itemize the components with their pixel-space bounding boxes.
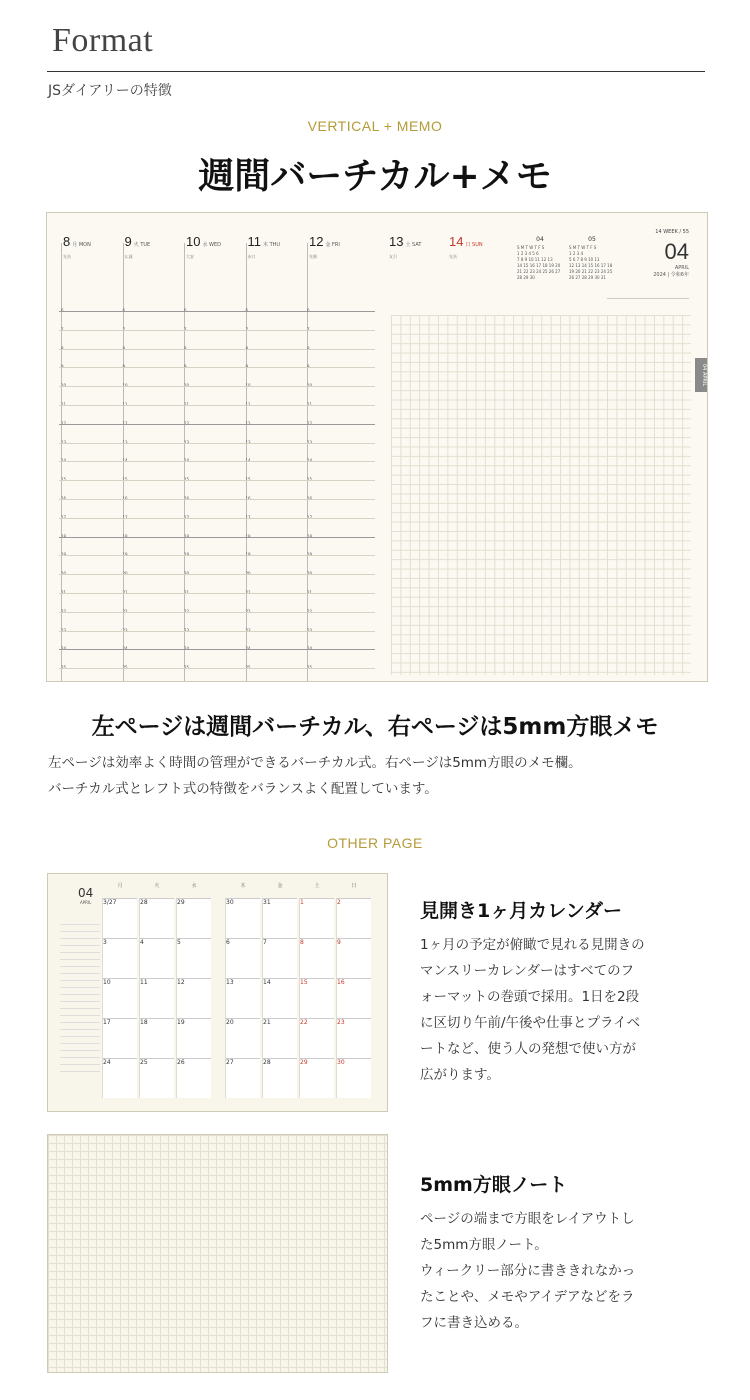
month-label-box: 14 WEEK / 55 04 APRIL 2024 | 令和6年 bbox=[607, 229, 689, 299]
day-header: 8 月 MON 先負 bbox=[63, 234, 91, 259]
day-header: 11 木 THU 赤口 bbox=[247, 234, 281, 259]
hour-line bbox=[59, 518, 375, 519]
weekday-head: 水 bbox=[191, 883, 197, 889]
hour-line bbox=[59, 480, 375, 481]
note-line bbox=[60, 1050, 100, 1051]
calendar-date-cell: 18 bbox=[139, 1018, 174, 1058]
day-header: 9 火 TUE 仏滅 bbox=[124, 234, 151, 259]
day-header: 10 水 WED 大安 bbox=[186, 234, 222, 259]
note-line bbox=[60, 1001, 100, 1002]
calendar-date-cell: 3 bbox=[102, 938, 137, 978]
calendar-date-cell: 5 bbox=[176, 938, 211, 978]
weekday-head: 月 bbox=[117, 883, 123, 889]
calendar-date-cell: 8 bbox=[299, 938, 334, 978]
note-line bbox=[60, 931, 100, 932]
day-header-sun: 14 日 SUN 先負 bbox=[449, 234, 483, 259]
page-subtitle: JSダイアリーの特徴 bbox=[48, 83, 172, 99]
weekly-section-heading: 左ページは週間バーチカル、右ページは5mm方眼メモ bbox=[91, 714, 659, 740]
day-header-sat: 13 土 SAT 友引 bbox=[389, 234, 422, 259]
note-line bbox=[60, 994, 100, 995]
hour-line bbox=[59, 537, 375, 538]
calendar-date-cell: 15 bbox=[299, 978, 334, 1018]
calendar-date-cell: 30 bbox=[336, 1058, 371, 1098]
calendar-date-cell: 24 bbox=[102, 1058, 137, 1098]
hour-line bbox=[59, 631, 375, 632]
hour-line bbox=[59, 405, 375, 406]
calendar-date-cell: 25 bbox=[139, 1058, 174, 1098]
note-line bbox=[60, 1022, 100, 1023]
calendar-date-cell: 31 bbox=[262, 898, 297, 938]
calendar-date-cell: 11 bbox=[139, 978, 174, 1018]
hour-line bbox=[59, 612, 375, 613]
note-line bbox=[60, 938, 100, 939]
note-line bbox=[60, 1015, 100, 1016]
note-line bbox=[60, 1029, 100, 1030]
hour-line bbox=[59, 461, 375, 462]
note-line bbox=[60, 952, 100, 953]
note-line bbox=[60, 1064, 100, 1065]
grid-note-image bbox=[47, 1134, 388, 1373]
calendar-date-cell: 16 bbox=[336, 978, 371, 1018]
vertical-page bbox=[59, 223, 369, 673]
calendar-date-cell: 6 bbox=[225, 938, 260, 978]
weekday-head: 金 bbox=[277, 883, 283, 889]
note-line bbox=[60, 959, 100, 960]
calendar-date-cell: 1 bbox=[299, 898, 334, 938]
page-title: Format bbox=[52, 22, 154, 59]
hour-line bbox=[59, 349, 375, 350]
hour-line bbox=[59, 386, 375, 387]
grid-note-feature-title: 5mm方眼ノート bbox=[420, 1174, 568, 1196]
calendar-date-cell: 14 bbox=[262, 978, 297, 1018]
note-line bbox=[60, 1071, 100, 1072]
note-line bbox=[60, 945, 100, 946]
calendar-date-cell: 27 bbox=[225, 1058, 260, 1098]
hour-line bbox=[59, 330, 375, 331]
hour-line bbox=[59, 443, 375, 444]
note-line bbox=[60, 973, 100, 974]
calendar-date-cell: 17 bbox=[102, 1018, 137, 1058]
monthly-feature-text: 1ヶ月の予定が俯瞰で見れる見開きの マンスリーカレンダーはすべてのフ ォーマットの巻頭で採用。1日を2段 に区切り午前/午後や仕事とプライベ ートなど、使う人の発想で使い方が 広がります。 bbox=[420, 937, 645, 1083]
grid-note-pattern bbox=[48, 1135, 387, 1372]
day-header: 12 金 FRI 先勝 bbox=[309, 234, 340, 259]
weekly-description: 左ページは効率よく時間の管理ができるバーチカル式。右ページは5mm方眼のメモ欄。 バーチカル式とレフト式の特徴をバランスよく配置しています。 bbox=[48, 755, 582, 797]
calendar-date-cell: 30 bbox=[225, 898, 260, 938]
weekly-kicker: VERTICAL + MEMO bbox=[307, 118, 443, 134]
calendar-date-cell: 28 bbox=[262, 1058, 297, 1098]
calendar-date-cell: 10 bbox=[102, 978, 137, 1018]
calendar-date-cell: 20 bbox=[225, 1018, 260, 1058]
calendar-date-cell: 4 bbox=[139, 938, 174, 978]
weekday-head: 土 bbox=[314, 883, 320, 889]
hour-line bbox=[59, 499, 375, 500]
title-divider bbox=[47, 71, 705, 72]
hour-line bbox=[59, 367, 375, 368]
note-line bbox=[60, 966, 100, 967]
weekly-spread-image bbox=[46, 212, 708, 682]
monthly-month-name: APRIL bbox=[80, 900, 92, 905]
weekday-head: 日 bbox=[351, 883, 357, 889]
calendar-date-cell: 21 bbox=[262, 1018, 297, 1058]
calendar-date-cell: 2 bbox=[336, 898, 371, 938]
hour-line bbox=[59, 555, 375, 556]
other-page-kicker: OTHER PAGE bbox=[327, 835, 423, 851]
weekday-head: 火 bbox=[154, 883, 160, 889]
note-line bbox=[60, 1036, 100, 1037]
monthly-month-num: 04 bbox=[78, 886, 94, 900]
month-index-tab: 04 APRIL bbox=[695, 358, 707, 392]
calendar-date-cell: 12 bbox=[176, 978, 211, 1018]
calendar-date-cell: 23 bbox=[336, 1018, 371, 1058]
memo-page bbox=[387, 223, 697, 673]
mini-calendar-april: 04 S M T W T F S 1 2 3 4 5 6 7 8 9 10 11 12 13 14 15 16 17 18 19 20 21 22 23 24 25 26 27 28 29 30 bbox=[517, 236, 561, 280]
5mm-grid-area bbox=[391, 315, 691, 675]
weekly-heading: 週間バーチカル+メモ bbox=[198, 156, 552, 197]
calendar-date-cell: 26 bbox=[176, 1058, 211, 1098]
note-line bbox=[60, 1057, 100, 1058]
calendar-date-cell: 29 bbox=[176, 898, 211, 938]
hour-line bbox=[59, 574, 375, 575]
note-line bbox=[60, 980, 100, 981]
note-line bbox=[60, 924, 100, 925]
hour-line bbox=[59, 668, 375, 669]
hour-line bbox=[59, 424, 375, 425]
calendar-date-cell: 29 bbox=[299, 1058, 334, 1098]
hour-line bbox=[59, 649, 375, 650]
weekday-head: 木 bbox=[240, 883, 246, 889]
hour-line bbox=[59, 311, 375, 312]
calendar-date-cell: 7 bbox=[262, 938, 297, 978]
note-line bbox=[60, 987, 100, 988]
monthly-feature-title: 見開き1ヶ月カレンダー bbox=[420, 900, 622, 922]
note-line bbox=[60, 1008, 100, 1009]
calendar-date-cell: 19 bbox=[176, 1018, 211, 1058]
note-line bbox=[60, 1043, 100, 1044]
monthly-calendar-image bbox=[47, 873, 388, 1112]
calendar-date-cell: 28 bbox=[139, 898, 174, 938]
calendar-date-cell: 9 bbox=[336, 938, 371, 978]
hour-line bbox=[59, 593, 375, 594]
calendar-date-cell: 13 bbox=[225, 978, 260, 1018]
calendar-date-cell: 3/27 bbox=[102, 898, 137, 938]
mini-calendar-may: 05 S M T W T F S 1 2 3 4 5 6 7 8 9 10 11 12 13 14 15 16 17 18 19 20 21 22 23 24 25 26 27 28 29 30 31 bbox=[569, 236, 613, 280]
calendar-date-cell: 22 bbox=[299, 1018, 334, 1058]
grid-note-feature-text: ページの端まで方眼をレイアウトし た5mm方眼ノート。 ウィークリー部分に書ききれなかっ たことや、メモやアイデアなどをラ フに書き込める。 bbox=[420, 1211, 636, 1331]
